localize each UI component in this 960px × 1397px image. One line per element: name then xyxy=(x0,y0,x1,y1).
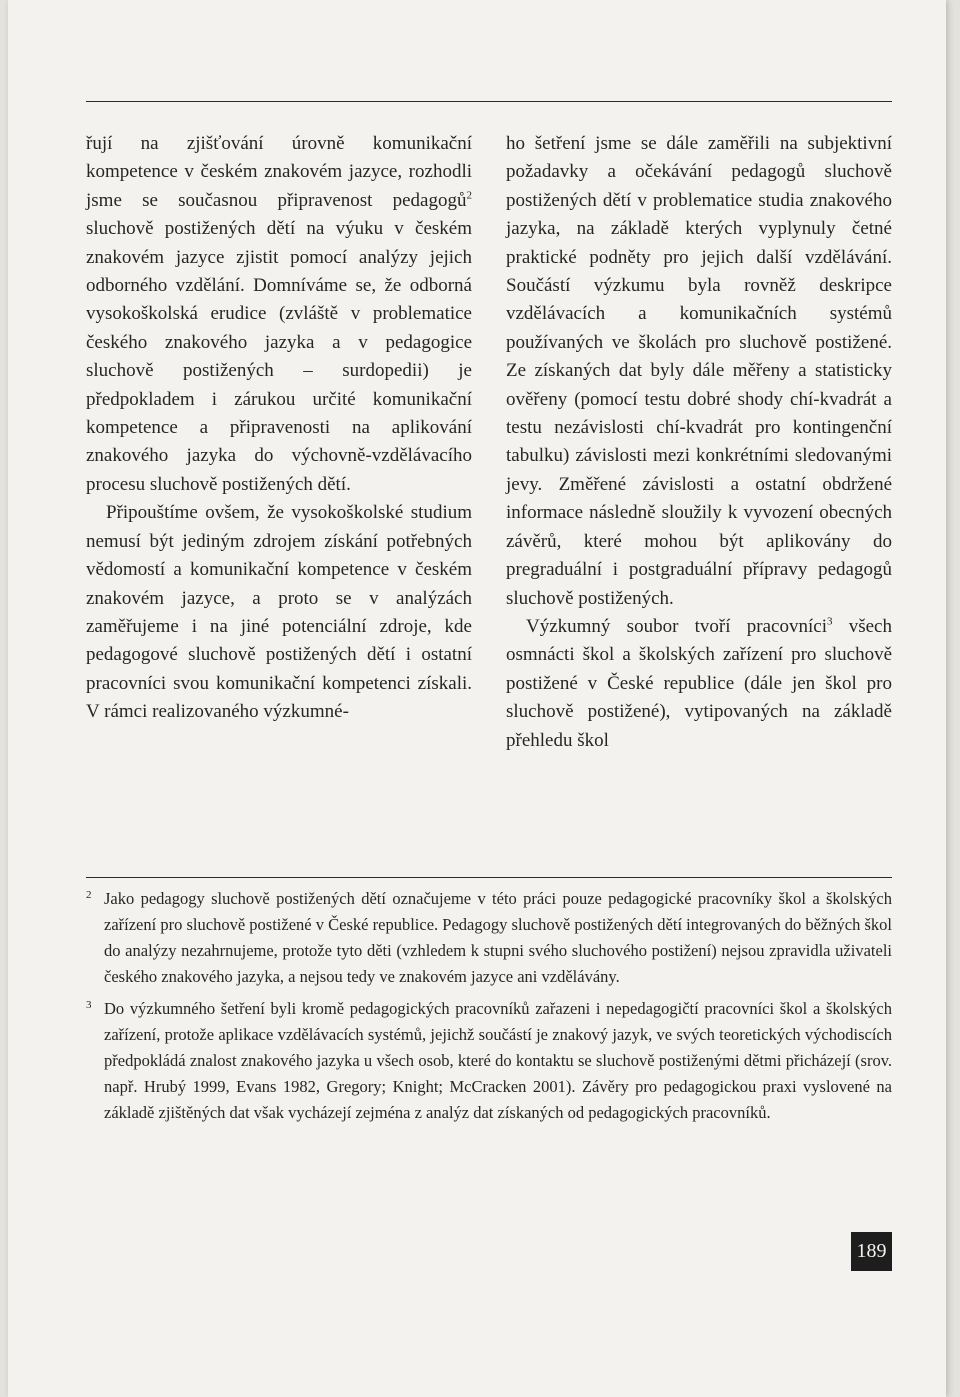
body-columns xyxy=(86,130,892,755)
footnote-2 xyxy=(86,886,892,990)
right-column xyxy=(506,130,892,755)
footnote-text: Do výzkumného šetření byli kromě pedagogických pracovníků zařazeni i nepedagogičtí pracovníci škol a školských zařízení, protože aplikace vzdělávacích systémů, jejichž součástí je znakový jazyk, ve svých teoretických východiscích předpokládá znalost znakového jazyka u všech osob, které do kontaktu se sluchově postiženými dětmi přicházejí (srov. např. Hrubý 1999, Evans 1982, Gregory; Knight; McCracken 2001). Závěry pro pedagogickou praxi vyslovené na základě zjištěných dat však vycházejí zejména z analýz dat získaných od pedagogických pracovníků. xyxy=(104,999,892,1122)
paragraph-left-1-text-a: řují na zjišťování úrovně komunikační kompetence v českém znakovém jazyce, rozhodli jsme se současnou připravenost pedagogů xyxy=(86,133,472,211)
paragraph-right-1: ho šetření jsme se dále zaměřili na subjektivní požadavky a očekávání pedagogů sluchově postižených dětí v problematice studia znakového jazyka, na základě kterých vyplynuly četné praktické podněty pro jejich další vzdělávání. Součástí výzkumu byla rovněž deskripce vzdělávacích a komunikačních systémů používaných ve školách pro sluchově postižené. Ze získaných dat byly dále měřeny a statisticky ověřeny (pomocí testu dobré shody chí-kvadrát a testu nezávislosti chí-kvadrát pro kontingenční tabulku) závislosti mezi konkrétními sledovanými jevy. Změřené závislosti a ostatní obdržené informace následně sloužily k vyvození obecných závěrů, které mohou být aplikovány do pregraduální i postgraduální přípravy pedagogů sluchově postižených. xyxy=(506,133,892,609)
page-number: 189 xyxy=(851,1232,892,1271)
footnotes xyxy=(86,886,892,1132)
header-rule xyxy=(86,101,892,102)
paragraph-right-2-text-a: Výzkumný soubor tvoří pracovníci xyxy=(526,615,827,637)
left-column xyxy=(86,130,472,755)
paragraph-right-2-text-b: všech osmnácti škol a školských zařízení pro sluchově postižené v České republice (dále jen škol pro sluchově postižené), vytipovaných na základě přehledu škol xyxy=(506,615,892,751)
footnote-rule xyxy=(86,877,892,878)
footnote-text: Jako pedagogy sluchově postižených dětí označujeme v této práci pouze pedagogické pracovníky škol a školských zařízení pro sluchově postižené v České republice. Pedagogy sluchově postižených dětí integrovaných do běžných škol do analýzy nezahrnujeme, protože tyto děti (vzhledem k stupni svého sluchového postižení) nejsou zpravidla uživateli českého znakového jazyka, a nejsou tedy ve znakovém jazyce ani vzdělávány. xyxy=(104,889,892,986)
book-page xyxy=(8,0,946,1397)
footnote-number: 2 xyxy=(86,889,92,901)
paragraph-right-2 xyxy=(506,613,892,755)
paragraph-left-2: Připouštíme ovšem, že vysokoškolské studium nemusí být jediným zdrojem získání potřebných vědomostí a komunikační kompetence v českém znakovém jazyce, a proto se v analýzách zaměřujeme i na jiné potenciální zdroje, kde pedagogové sluchově postižených dětí i ostatní pracovníci svou komunikační kompetenci získali. V rámci realizovaného výzkumné- xyxy=(86,502,472,723)
footnote-number: 3 xyxy=(86,999,92,1011)
paragraph-left-1 xyxy=(86,130,472,499)
footnote-ref-2: 2 xyxy=(466,189,472,202)
footnote-3 xyxy=(86,996,892,1126)
footnote-ref-3: 3 xyxy=(826,615,833,628)
paragraph-left-1-text-b: sluchově postižených dětí na výuku v českém znakovém jazyce zjistit pomocí analýzy jejich odborného vzdělání. Domníváme se, že odborná vysokoškolská erudice (zvláště v problematice českého znakového jazyka a v pedagogice sluchově postižených – surdopedii) je předpokladem i zárukou určité komunikační kompetence a připravenosti na aplikování znakového jazyka do výchovně-vzdělávacího procesu sluchově postižených dětí. xyxy=(86,218,472,495)
